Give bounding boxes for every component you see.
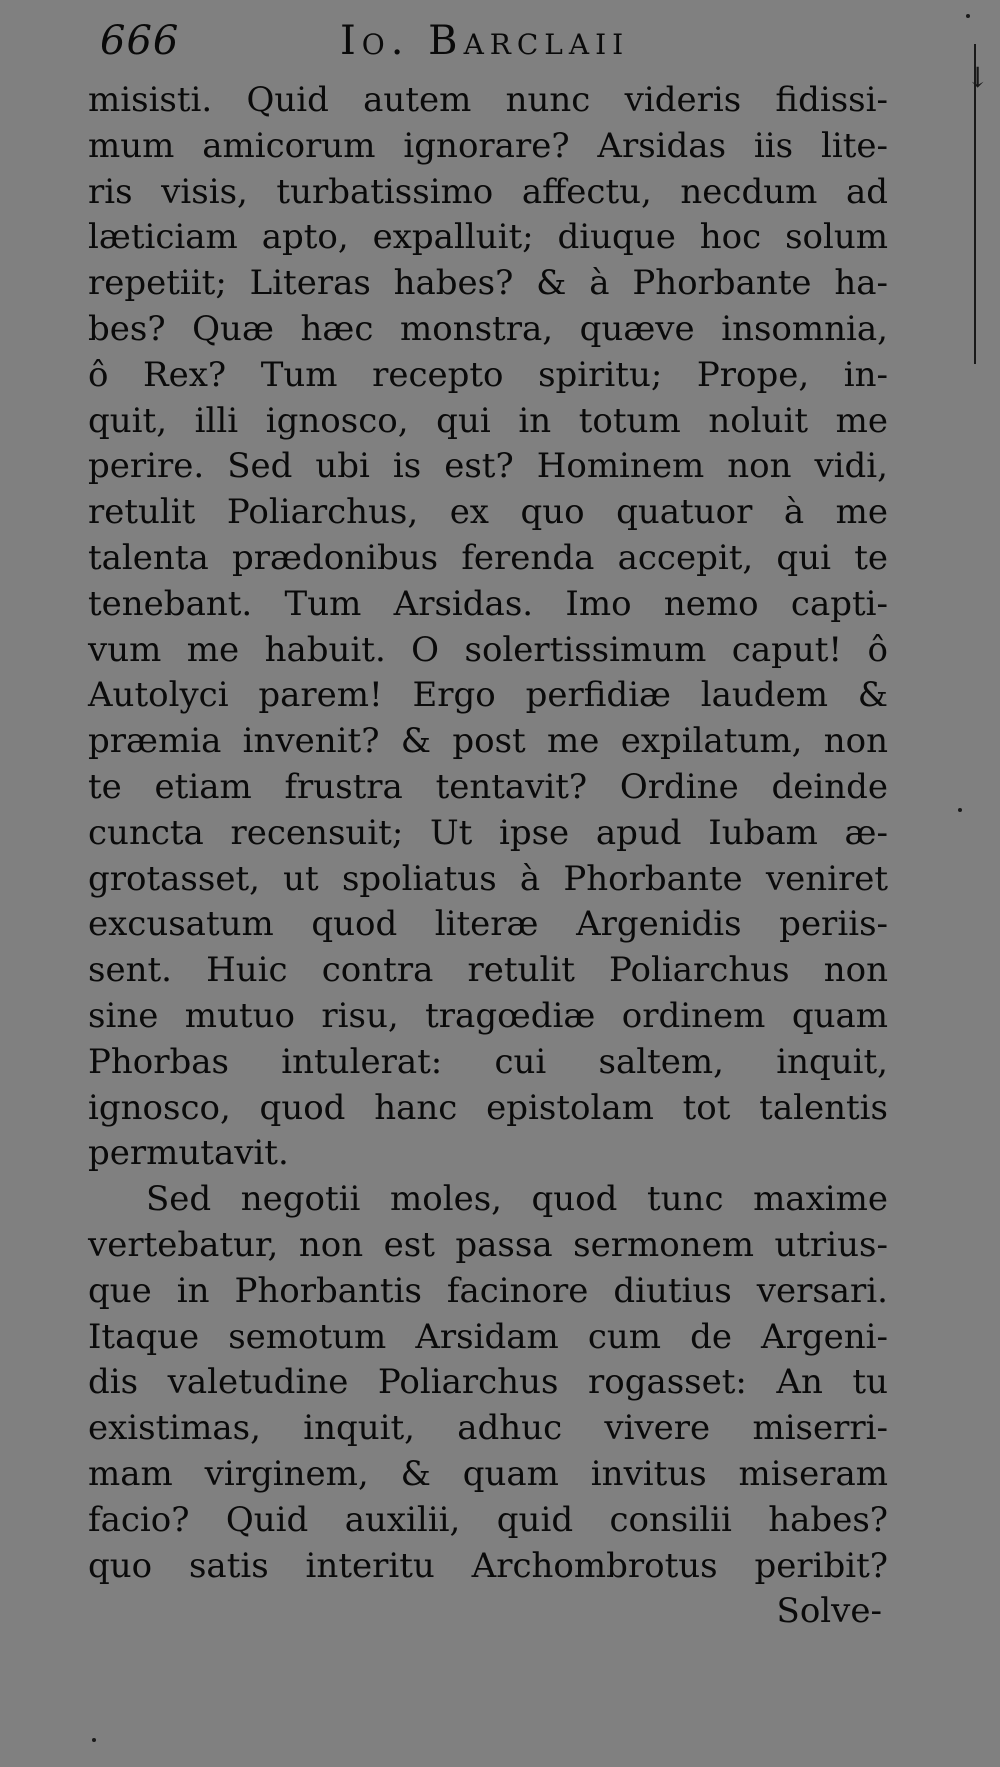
text-line: cuncta recensuit; Ut ipse apud Iubam æ-	[88, 812, 888, 853]
text-line: sent. Huic contra retulit Poliarchus non	[88, 950, 888, 991]
catchword: Solve-	[776, 1591, 882, 1632]
text-line: existimas, inquit, adhuc vivere miserri-	[88, 1408, 888, 1449]
text-line: vertebatur, non est passa sermonem utrius-	[88, 1224, 888, 1265]
print-speck	[966, 14, 970, 18]
text-line: sine mutuo risu, tragœdiæ ordinem quam	[88, 995, 888, 1036]
text-line: dis valetudine Poliarchus rogasset: An tu	[88, 1362, 888, 1403]
text-line: misisti. Quid autem nunc videris fidissi-	[88, 80, 888, 120]
page-number: 666	[100, 18, 180, 64]
text-line: te etiam frustra tentavit? Ordine deinde	[88, 766, 888, 807]
text-line: grotasset, ut spoliatus à Phorbante veniret	[88, 858, 888, 899]
body-text	[88, 78, 888, 1635]
text-line: mam virginem, & quam invitus miseram	[88, 1453, 888, 1494]
text-line: excusatum quod literæ Argenidis periis-	[88, 904, 888, 945]
text-line: Sed negotii moles, quod tunc maxime	[146, 1179, 888, 1220]
text-line: vum me habuit. O solertissimum caput! ô	[88, 629, 888, 670]
text-line: Phorbas intulerat: cui saltem, inquit,	[88, 1041, 888, 1082]
print-speck	[958, 808, 962, 812]
margin-bracket-mark	[966, 44, 990, 364]
text-line: ignosco, quod hanc epistolam tot talentis	[88, 1087, 888, 1128]
text-line: Autolyci parem! Ergo perfidiæ laudem &	[88, 675, 888, 716]
text-line: mum amicorum ignorare? Arsidas iis lite-	[88, 125, 888, 166]
print-speck	[92, 1738, 96, 1742]
text-line: facio? Quid auxilii, quid consilii habes?	[88, 1499, 888, 1540]
text-line: ris visis, turbatissimo affectu, necdum ad	[88, 171, 888, 212]
text-line: repetiit; Literas habes? & à Phorbante ha-	[88, 263, 888, 304]
margin-arrow-icon: ↓	[966, 61, 990, 94]
text-line: ô Rex? Tum recepto spiritu; Prope, in-	[88, 354, 888, 395]
text-line: quit, illi ignosco, qui in totum noluit me	[88, 400, 888, 441]
text-line: præmia invenit? & post me expilatum, non	[88, 721, 888, 762]
text-line: que in Phorbantis facinore diutius versari.	[88, 1270, 888, 1311]
text-line: perire. Sed ubi is est? Hominem non vidi,	[88, 446, 888, 487]
text-line: Itaque semotum Arsidam cum de Argeni-	[88, 1316, 888, 1357]
text-line: permutavit.	[88, 1133, 289, 1174]
running-head: Io. Barclaii	[340, 18, 630, 64]
text-line: tenebant. Tum Arsidas. Imo nemo capti-	[88, 583, 888, 624]
text-line: læticiam apto, expalluit; diuque hoc solum	[88, 217, 888, 258]
text-line: bes? Quæ hæc monstra, quæve insomnia,	[88, 308, 888, 349]
page-header	[100, 18, 740, 78]
text-line: quo satis interitu Archombrotus peribit?	[88, 1545, 888, 1586]
text-line: talenta prædonibus ferenda accepit, qui te	[88, 537, 888, 578]
text-line: retulit Poliarchus, ex quo quatuor à me	[88, 492, 888, 533]
